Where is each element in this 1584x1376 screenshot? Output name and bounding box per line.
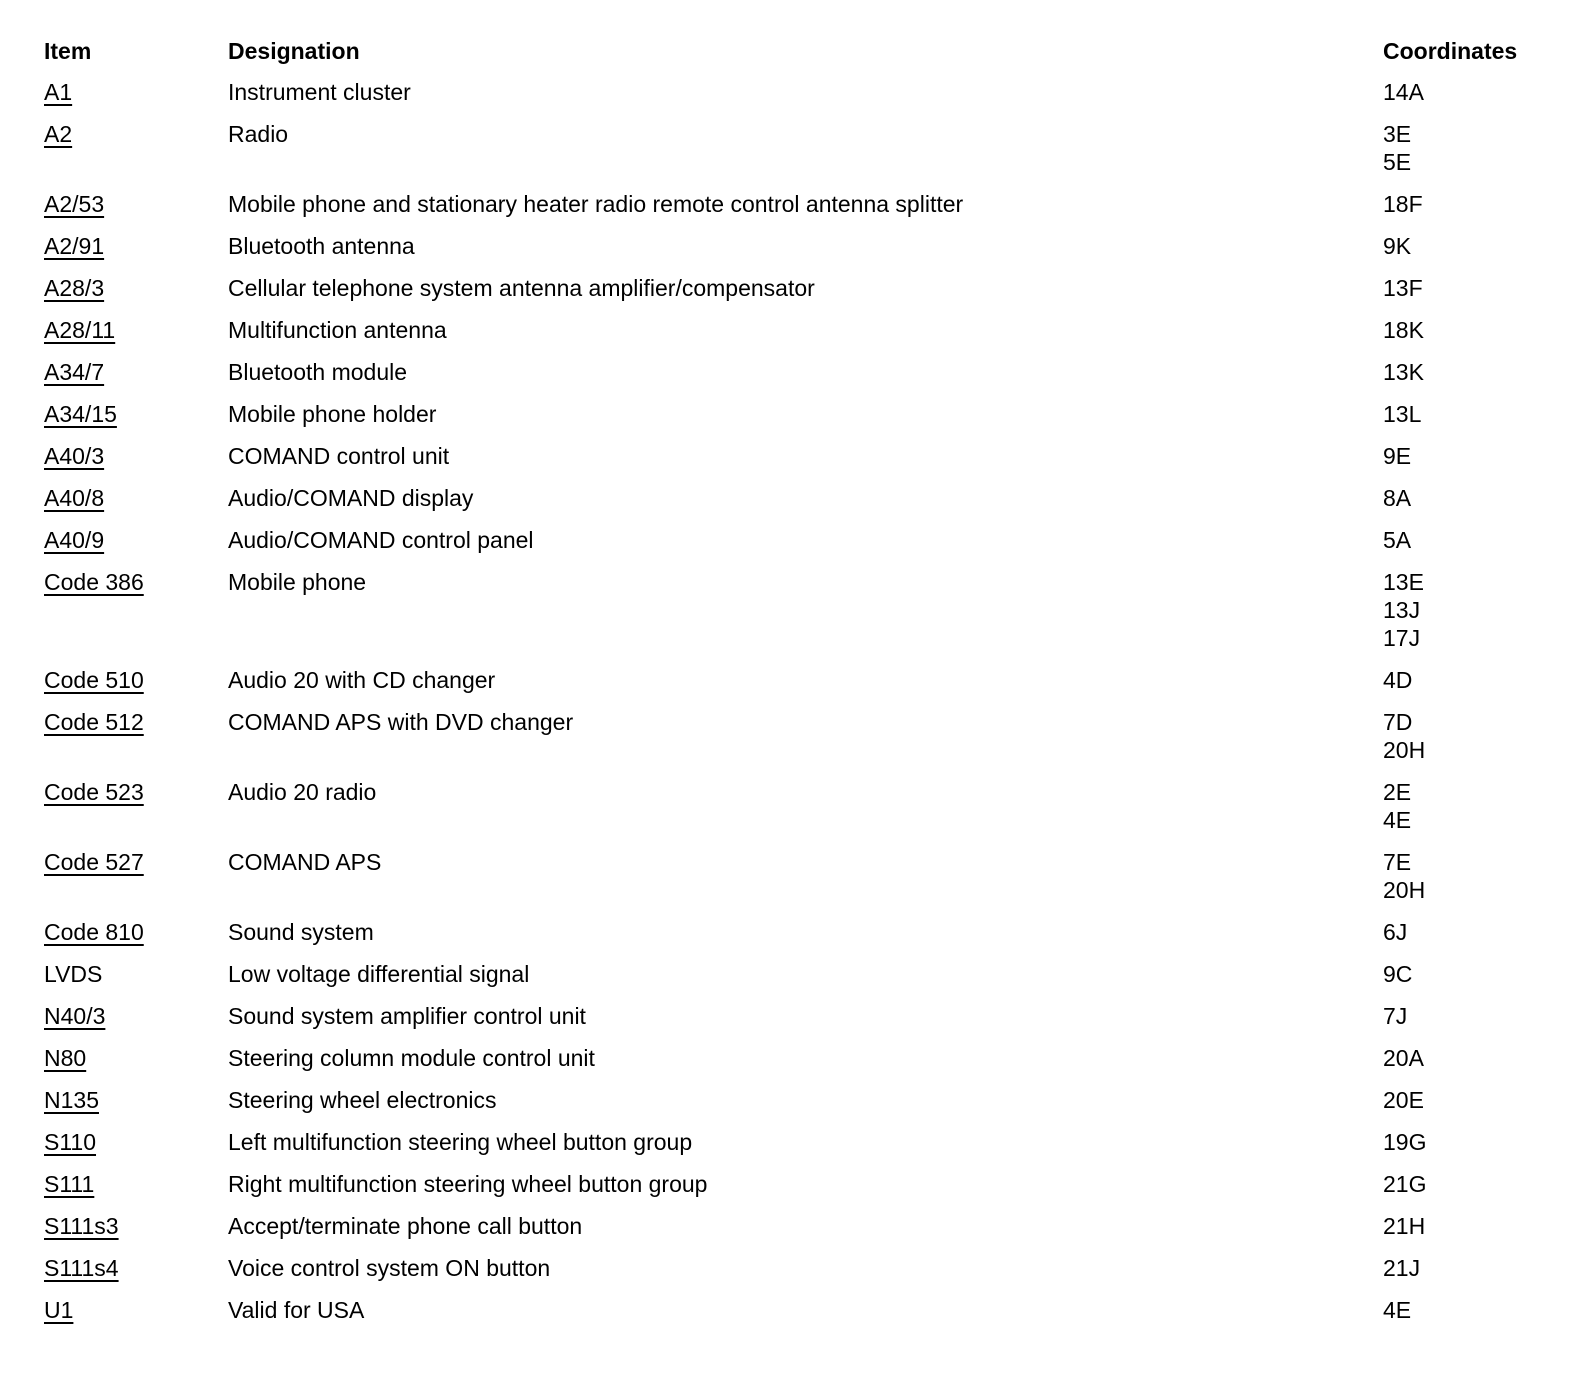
table-row — [44, 274, 1564, 316]
item-cell — [44, 526, 228, 554]
item-cell — [44, 484, 228, 512]
designation-cell: COMAND control unit — [228, 443, 450, 469]
coordinates-cell — [1383, 666, 1564, 694]
coordinates-cell — [1383, 1212, 1564, 1240]
coordinates-cell — [1383, 708, 1564, 764]
coordinate-value: 21H — [1383, 1213, 1426, 1239]
designation-cell: Steering wheel electronics — [228, 1087, 497, 1113]
coordinate-value: 9K — [1383, 233, 1412, 259]
item-cell — [44, 232, 228, 260]
designation-cell: Low voltage differential signal — [228, 961, 530, 987]
designation-column-header: Designation — [228, 38, 360, 64]
item-cell — [44, 708, 228, 736]
table-row — [44, 190, 1564, 232]
coordinates-cell — [1383, 78, 1564, 106]
designation-cell: Multifunction antenna — [228, 317, 447, 343]
designation-cell: COMAND APS — [228, 849, 382, 875]
item-link[interactable]: A28/3 — [44, 275, 105, 301]
coordinates-cell — [1383, 232, 1564, 260]
coordinate-value: 9C — [1383, 961, 1413, 987]
table-row — [44, 1170, 1564, 1212]
coordinate-value: 8A — [1383, 485, 1412, 511]
item-link[interactable]: Code 527 — [44, 849, 144, 875]
designation-cell: Audio/COMAND display — [228, 485, 474, 511]
table-row — [44, 1044, 1564, 1086]
coordinate-value: 13L — [1383, 401, 1422, 427]
coordinate-value: 20E — [1383, 1087, 1424, 1113]
item-label: LVDS — [44, 961, 103, 987]
item-link[interactable]: N135 — [44, 1087, 99, 1113]
table-row — [44, 442, 1564, 484]
coordinates-cell — [1383, 400, 1564, 428]
coordinates-cell — [1383, 568, 1564, 652]
coordinate-value: 7J — [1383, 1003, 1408, 1029]
coordinates-cell — [1383, 484, 1564, 512]
item-link[interactable]: S111s3 — [44, 1213, 119, 1239]
item-link[interactable]: Code 512 — [44, 709, 144, 735]
designation-cell: Bluetooth module — [228, 359, 408, 385]
item-link[interactable]: A2/91 — [44, 233, 105, 259]
designation-cell: Valid for USA — [228, 1297, 365, 1323]
item-link[interactable]: A34/15 — [44, 401, 117, 427]
coordinate-value: 13J — [1383, 597, 1421, 623]
item-cell — [44, 1128, 228, 1156]
item-cell — [44, 78, 228, 106]
item-link[interactable]: A2 — [44, 121, 73, 147]
designation-cell: Audio 20 with CD changer — [228, 667, 496, 693]
table-row — [44, 848, 1564, 918]
table-row — [44, 1002, 1564, 1044]
table-row — [44, 1212, 1564, 1254]
designation-cell: Accept/terminate phone call button — [228, 1213, 583, 1239]
table-row — [44, 400, 1564, 442]
item-link[interactable]: S111s4 — [44, 1255, 119, 1281]
item-cell — [44, 1254, 228, 1282]
item-cell — [44, 190, 228, 218]
coordinates-cell — [1383, 1086, 1564, 1114]
item-cell — [44, 918, 228, 946]
item-cell — [44, 1086, 228, 1114]
item-cell — [44, 1170, 228, 1198]
item-link[interactable]: N80 — [44, 1045, 87, 1071]
table-row — [44, 568, 1564, 666]
table-body — [44, 78, 1564, 1338]
item-link[interactable]: A34/7 — [44, 359, 105, 385]
designation-cell: Sound system — [228, 919, 374, 945]
component-legend-table — [44, 36, 1564, 1338]
item-link[interactable]: Code 386 — [44, 569, 144, 595]
item-cell — [44, 1002, 228, 1030]
table-row — [44, 120, 1564, 190]
designation-cell: Right multifunction steering wheel button group — [228, 1171, 708, 1197]
coordinate-value: 13F — [1383, 275, 1423, 301]
item-cell — [44, 1296, 228, 1324]
coordinate-value: 4E — [1383, 807, 1412, 833]
designation-cell: Mobile phone and stationary heater radio remote control antenna splitter — [228, 191, 964, 217]
coordinates-cell — [1383, 1254, 1564, 1282]
coordinate-value: 18K — [1383, 317, 1424, 343]
coordinates-cell — [1383, 274, 1564, 302]
coordinates-cell — [1383, 960, 1564, 988]
table-row — [44, 1296, 1564, 1338]
table-row — [44, 484, 1564, 526]
item-link[interactable]: A1 — [44, 79, 73, 105]
coordinate-value: 6J — [1383, 919, 1408, 945]
coordinates-column-header: Coordinates — [1383, 38, 1518, 64]
item-link[interactable]: S111 — [44, 1171, 95, 1197]
coordinate-value: 4D — [1383, 667, 1413, 693]
coordinates-cell — [1383, 120, 1564, 176]
item-link[interactable]: A40/9 — [44, 527, 105, 553]
coordinate-value: 21J — [1383, 1255, 1421, 1281]
table-header — [44, 36, 1564, 78]
designation-cell: Bluetooth antenna — [228, 233, 415, 259]
coordinates-cell — [1383, 526, 1564, 554]
coordinates-cell — [1383, 918, 1564, 946]
coordinate-value: 13K — [1383, 359, 1424, 385]
item-cell — [44, 358, 228, 386]
item-link[interactable]: Code 523 — [44, 779, 144, 805]
coordinates-cell — [1383, 778, 1564, 834]
table-row — [44, 1254, 1564, 1296]
designation-cell: Steering column module control unit — [228, 1045, 595, 1071]
designation-cell: COMAND APS with DVD changer — [228, 709, 574, 735]
designation-cell: Mobile phone — [228, 569, 367, 595]
item-link[interactable]: Code 810 — [44, 919, 144, 945]
table-row — [44, 526, 1564, 568]
designation-cell: Audio 20 radio — [228, 779, 377, 805]
designation-cell: Left multifunction steering wheel button group — [228, 1129, 693, 1155]
table-row — [44, 1086, 1564, 1128]
coordinates-cell — [1383, 1296, 1564, 1324]
item-cell — [44, 1212, 228, 1240]
coordinate-value: 21G — [1383, 1171, 1427, 1197]
coordinate-value: 7E — [1383, 849, 1412, 875]
coordinates-cell — [1383, 190, 1564, 218]
item-cell — [44, 400, 228, 428]
item-cell — [44, 666, 228, 694]
item-link[interactable]: U1 — [44, 1297, 74, 1323]
coordinates-cell — [1383, 316, 1564, 344]
table-row — [44, 960, 1564, 1002]
coordinate-value: 20A — [1383, 1045, 1424, 1071]
table-row — [44, 918, 1564, 960]
coordinate-value: 18F — [1383, 191, 1423, 217]
item-cell — [44, 274, 228, 302]
item-link[interactable]: A40/8 — [44, 485, 105, 511]
item-cell — [44, 120, 228, 148]
coordinates-cell — [1383, 442, 1564, 470]
coordinate-value: 5A — [1383, 527, 1412, 553]
coordinate-value: 7D — [1383, 709, 1413, 735]
coordinate-value: 14A — [1383, 79, 1424, 105]
coordinates-cell — [1383, 1128, 1564, 1156]
coordinate-value: 9E — [1383, 443, 1412, 469]
table-row — [44, 232, 1564, 274]
coordinates-cell — [1383, 1002, 1564, 1030]
coordinate-value: 2E — [1383, 779, 1412, 805]
item-link[interactable]: N40/3 — [44, 1003, 106, 1029]
item-link[interactable]: A40/3 — [44, 443, 105, 469]
table-row — [44, 78, 1564, 120]
coordinates-cell — [1383, 358, 1564, 386]
coordinate-value: 20H — [1383, 737, 1426, 763]
item-cell — [44, 316, 228, 344]
coordinate-value: 4E — [1383, 1297, 1412, 1323]
item-cell — [44, 778, 228, 806]
designation-cell: Mobile phone holder — [228, 401, 437, 427]
item-cell — [44, 960, 228, 988]
coordinate-value: 5E — [1383, 149, 1412, 175]
designation-cell: Cellular telephone system antenna amplifier/compensator — [228, 275, 815, 301]
table-row — [44, 316, 1564, 358]
designation-cell: Radio — [228, 121, 289, 147]
designation-cell: Instrument cluster — [228, 79, 411, 105]
coordinate-value: 20H — [1383, 877, 1426, 903]
coordinate-value: 17J — [1383, 625, 1421, 651]
item-link[interactable]: Code 510 — [44, 667, 144, 693]
item-link[interactable]: A2/53 — [44, 191, 105, 217]
designation-cell: Voice control system ON button — [228, 1255, 551, 1281]
item-cell — [44, 848, 228, 876]
coordinates-cell — [1383, 1170, 1564, 1198]
table-row — [44, 358, 1564, 400]
table-row — [44, 708, 1564, 778]
table-row — [44, 778, 1564, 848]
coordinate-value: 3E — [1383, 121, 1412, 147]
item-link[interactable]: A28/11 — [44, 317, 116, 343]
item-cell — [44, 442, 228, 470]
designation-cell: Sound system amplifier control unit — [228, 1003, 586, 1029]
item-link[interactable]: S110 — [44, 1129, 97, 1155]
item-cell — [44, 1044, 228, 1072]
table-row — [44, 1128, 1564, 1170]
designation-cell: Audio/COMAND control panel — [228, 527, 534, 553]
coordinate-value: 13E — [1383, 569, 1424, 595]
coordinates-cell — [1383, 1044, 1564, 1072]
coordinates-cell — [1383, 848, 1564, 904]
table-row — [44, 666, 1564, 708]
item-cell — [44, 568, 228, 596]
coordinate-value: 19G — [1383, 1129, 1427, 1155]
item-column-header: Item — [44, 38, 92, 64]
